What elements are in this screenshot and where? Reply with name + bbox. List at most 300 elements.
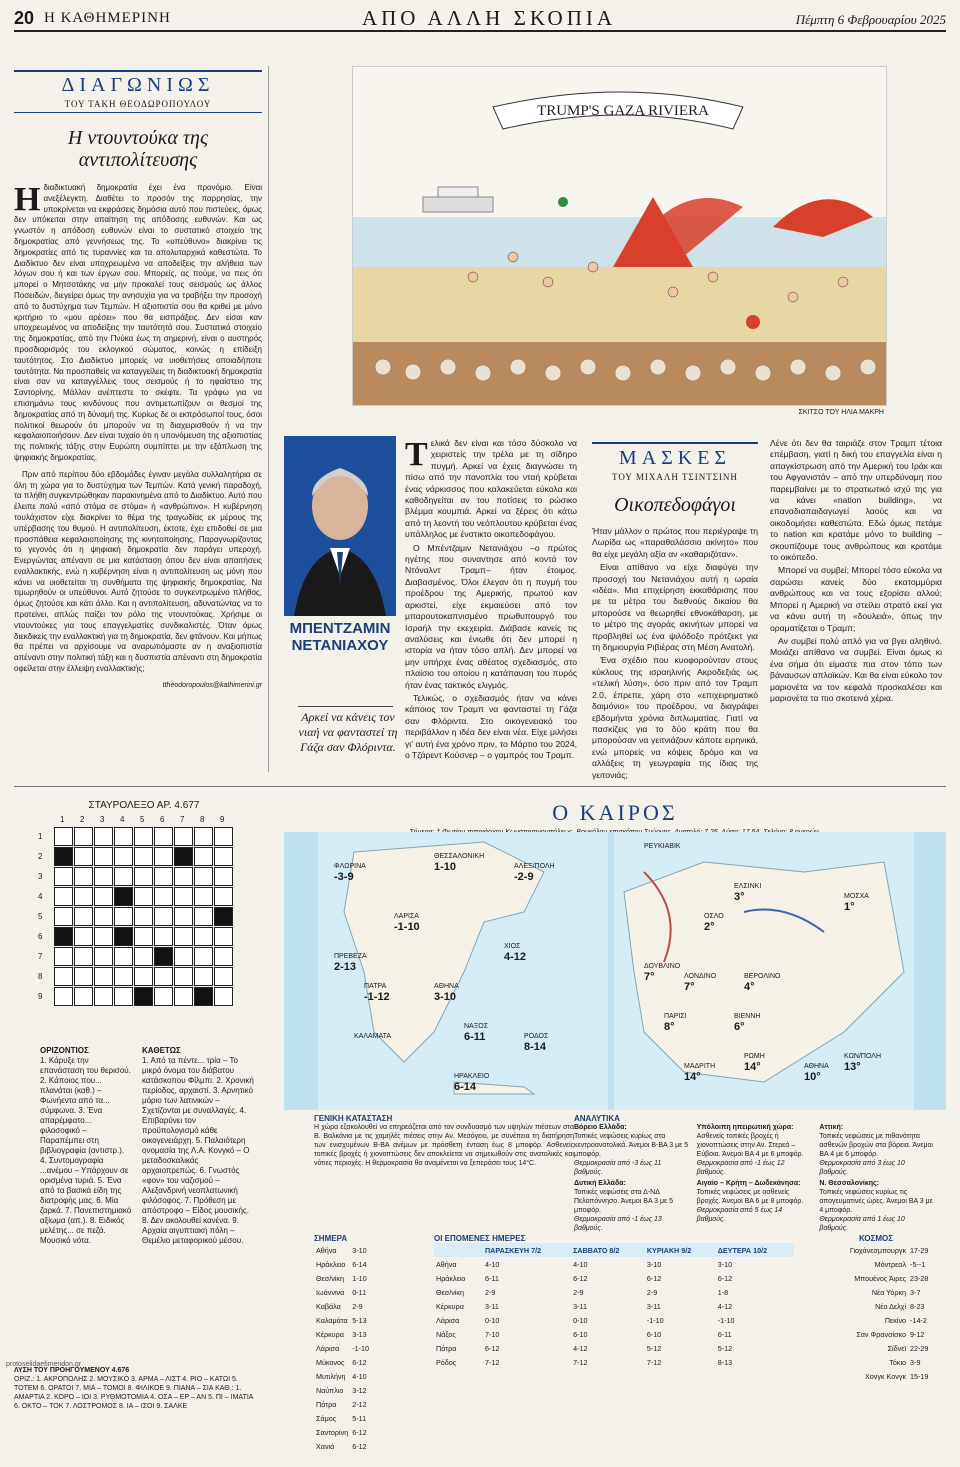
- crossword-cell[interactable]: [74, 987, 93, 1006]
- crossword-cell[interactable]: [74, 947, 93, 966]
- crossword-cell[interactable]: [94, 927, 113, 946]
- region-name: Αιγαίο – Κρήτη – Δωδεκάνησα:: [696, 1180, 801, 1187]
- city-temp: 1-10: [434, 861, 457, 873]
- article-paragraph: Ένα σχέδιο που κυοφορούνταν στους κύκλους της ισραηλινής Ακροδεξιάς ως «τελική λύση», όσο πριν από τον Τραμπ 2.0, έπρεπε, χάρη στο «επιχειρηματικό δαιμόνιο» του προέδρου, να διαγράψει εβδομήντα χρόνια διπλωματίας. Γιατί να πασκίζεις για το δύο κράτη που θα μπορούσαν να γειτνιάζουν κάποτε ειρηνικά, ενώ μπορείς να κόψεις δρόμο και να αλλάξεις τη γεωγραφία της ίδιας της γειτονιάς;: [592, 655, 758, 780]
- section-title: ΑΠΟ ΑΛΛΗ ΣΚΟΠΙΑ: [361, 6, 617, 30]
- map-city-label: [644, 962, 680, 983]
- temp-cell: -1-10: [717, 1315, 735, 1325]
- city-name: ΡΟΔΟΣ: [524, 1033, 549, 1040]
- city-temp: -2-9: [514, 871, 534, 883]
- crossword-cell[interactable]: [194, 827, 213, 846]
- grid-col-number: 7: [180, 815, 185, 824]
- general-title: ΓΕΝΙΚΗ ΚΑΤΑΣΤΑΣΗ: [314, 1114, 393, 1123]
- table-row: [314, 1425, 371, 1439]
- map-city-label: [734, 1012, 760, 1033]
- city-cell: Κέρκυρα: [436, 1301, 464, 1311]
- crossword-cell[interactable]: [94, 987, 113, 1006]
- crossword-cell[interactable]: [174, 947, 193, 966]
- temp-cell: 5-12: [646, 1343, 662, 1353]
- table-row: [314, 1243, 371, 1257]
- article-paragraph: Ο Μπέντζαμιν Νετανιάχου –ο πρώτος ηγέτης που συναντησε από κοντά τον Ντόναλντ Τραμπ– ήταν έτοιμος. Διαβασμένος. Όλοι έλεγαν ότι η πυγμή του προέδρου της Αμερικής, πρωτού καν αρκιστεί, είχε εκμαιεύσει από τον μπαρουτοκαπνισμένο πρωθυπουργό του Ισραήλ την εκεχειρία. Διάβασε κανείς τις αναλύσεις και ένιωθε ότι δεν μπορεί η ιστορία να ήταν τόσο απλή. Δεν μπορεί να μην υπήρχε ένας αθέατος σχεδιασμός, στο πλαίσιο του οποίου η κατάπαυση του πυρός ήταν ένας τακτικός ελιγμός.: [405, 542, 577, 690]
- grid-row-number: 9: [38, 992, 43, 1001]
- grid-col-number: 8: [200, 815, 205, 824]
- city-name: ΘΕΣΣΑΛΟΝΙΚΗ: [434, 853, 485, 860]
- solution-text: ΟΡΙΖ.: 1. ΑΚΡΟΠΟΛΗΣ 2. ΜΟΥΣΙΚΟ 3. ΑΡΜΑ – ΛΙΣΤ 4. ΡΙΟ – ΚΑΤΩΙ 5. ΤΟΤΕΜ 6. ΟΡΑΤΟΙ 7. ΜΙΑ – ΤΟΜΟΙ 8. ΦΙΛΙΚΟΕ 9. ΠΙΑΝΑ – ΣΙΑ ΚΑΘ.: 1. ΑΜΑΡΤΙΑ 2. ΚΟΡΟ – ΙΟΙ 3. ΡΥΘΜΟΤΟΜΙΑ 4. ΟΣΑ – ΕΡ – ΑΝ 5. ΠΙ – ΙΜΑΤΙΑ 6. ΟΚΤΟ – ΤΟΚ 7. ΛΟΣΤΡΟΜΟΣ 8. ΙΑ – ΙΣΟΙ 9. ΣΑΛΚΕ: [14, 1376, 254, 1410]
- crossword-cell[interactable]: [74, 887, 93, 906]
- crossword-cell[interactable]: [194, 907, 213, 926]
- crossword-cell[interactable]: [94, 847, 113, 866]
- crossword-cell[interactable]: [214, 867, 233, 886]
- city-name: ΛΟΝΔΙΝΟ: [684, 973, 717, 980]
- grid-col-number: 1: [60, 815, 65, 824]
- map-city-label: [394, 912, 420, 933]
- crossword-cell[interactable]: [214, 987, 233, 1006]
- city-temp: 2°: [704, 921, 715, 933]
- city-cell: Καλαμάτα: [316, 1315, 348, 1325]
- grid-row-number: 6: [38, 932, 43, 941]
- grid-row-number: 5: [38, 912, 43, 921]
- city-temp: 8-14: [524, 1041, 547, 1053]
- crossword-cell[interactable]: [154, 827, 173, 846]
- crossword-cell[interactable]: [174, 987, 193, 1006]
- crossword-cell[interactable]: [74, 827, 93, 846]
- crossword-cell[interactable]: [194, 867, 213, 886]
- city-temp: 6-11: [464, 1031, 486, 1043]
- table-row: [314, 1439, 371, 1453]
- diagonios-column: [14, 70, 262, 690]
- crossword-cell: [134, 987, 153, 1006]
- temp-cell: 5-13: [352, 1315, 367, 1325]
- map-city-label: [524, 1032, 548, 1053]
- table-row: [314, 1313, 371, 1327]
- region-name: Υπόλοιπη ηπειρωτική χώρα:: [696, 1124, 794, 1131]
- crossword-cell[interactable]: [214, 967, 233, 986]
- city-cell: Καβάλα: [316, 1301, 341, 1311]
- grid-row-number: 1: [38, 832, 43, 841]
- crossword-cell[interactable]: [114, 967, 133, 986]
- table-row: [314, 1299, 371, 1313]
- column-divider: [268, 66, 269, 772]
- table-row: [806, 1327, 946, 1341]
- region-temp: Θερμοκρασία από 5 έως 14 βαθμούς.: [696, 1207, 783, 1223]
- region-forecast: [697, 1179, 812, 1233]
- temp-cell: 9-12: [910, 1329, 925, 1339]
- article-paragraph: διαδικτυακή δημοκρατία έχει ένα προνόμιο. Είναι ανεξέλεγκτη. Διαθέτει το προσόν της παρρησίας, την υποκρίνεται να εκφράσεις δημόσια αυτό που πιστεύεις, όμως δεν υπόκειται στην απαίτηση της απόδοσης ευθυνών. Και ως γνωστόν η απόδοση ευθυνών είναι το συστατικό στοιχείο της δημοκρατίας από γεννήσεως της. Το «υπεύθυνο» διακρίνει τις δημοκρατίες από τις τυραννίες και τα απολυταρχικά καθεστώτα. Το Διαδίκτυο δεν είναι υποχρεωμένο να αποδείξεις την αλήθεια των λόγων σου ή και των έργων σου. Μπορείς, ας πούμε, να πεις ότι μπορεί ο Μητσοτάκης να μην προκαλεί τους σεισμούς ως άλλος Ποσειδών, διεγείρει όμως την ανησυχία για να τραβήξει την προσοχή από το δυστύχημα των Τεμπών. Η αξιοπιστία σου θα κριθεί με μόνο κριτήριο το «μου αρέσει» που θα εισπράξεις. Δεν είσαι καν υποχρεωμένος να αποδείξεις την ταυτότητά σου. Συστατικό στοιχείο της δημοκρατίας, από την Πνύκα έως τη σημερινή, είναι ο αυστηρός προσδιορισμός του εκλογικού σώματος, κοινώς η επίδειξη ταυτότητος. Στο Διαδίκτυο μπορείς να υιοθετήσεις οποιαδήποτε ταυτότητα. Να προσπαθείς να καταγγείλεις τη διαδικτυακή δημοκρατία είναι σαν να καταγγέλλεις τους σεισμούς ή το ηφαίστειο της Σαντορίνης. Μάλλον ανέπτεστε το σκέφτε. Τα γράφω για να επισημάνω τους κινδύνους που αντιμετωπίζουν οι θεσμοί της δημοκρατίας από τη δύναμή της. Κυρίως δε οι εκπρόσωποί τους, όσοι πολιτικοί θεωρούν ότι μπορούν να τη διαχειρισθούν ή να την κεφαλαιοποιήσουν. Δεν είναι τυχαίο ότι η υπονόμευση της αξιοπιστίας της πολιτικής τάξης στην Ευρώπη συμπίπτει με την εξάπλωση της ψηφιακής δημοκρατίας.: [14, 183, 262, 462]
- temp-cell: 6-12: [352, 1427, 367, 1437]
- temp-cell: 6-12: [352, 1441, 367, 1451]
- temp-cell: 15-19: [910, 1371, 929, 1381]
- city-cell: Χανιά: [316, 1441, 335, 1451]
- crossword-across: [40, 1046, 132, 1246]
- temp-cell: -1-10: [352, 1343, 369, 1353]
- temp-cell: 7-12: [573, 1357, 588, 1367]
- byline: ΤΟΥ ΜΙΧΑΛΗ ΤΣΙΝΤΣΙΝΗ: [612, 472, 738, 482]
- issue-date: Πέμπτη 6 Φεβρουαρίου 2025: [795, 12, 946, 27]
- article-paragraph: Πριν από περίπου δύο εβδομάδες έγιναν μεγάλα συλλαλητήρια σε όλη τη χώρα για το δυστύχημα των Τεμπών. Κατά γενική παραδοχή, τα πλήθη συγκεντρώθηκαν παρακινημένα από το Διαδίκτυο. Αυτό που έλειπε πολύ «από στόμα σε στόμα» ή «ανθρώπινο». Η κυβέρνηση τουλάχιστον είχε διακρίνει το θέμα της τραγωδίας εκ μέρους της υπέρβασης του θυμού. Η αντιπολίτευση, έκτοτε, έχει επιδοθεί σε μια προσπάθεια κεφαλαιοποίησης της κινητοποίησης. Παραγνωρίζοντας το γεγονός ότι η ψηφιακή δημοκρατία δεν παράγει υπεροχή. Ενεργώντας απέναντι σε μια κατάσταση όπου δεν είναι απαιτήσεις εναλλακτικής, ενώ η κυβέρνηση είναι η αντιπολίτευση ως μόνη που κάνει να υιοθετείται τη συνθήματα της ψηφιακής δημοκρατίας. Να τιμωρηθούν οι υπεύθυνοι. Αυτό ζητούσε το συγκεντρωμένο πλήθος, όμως ζητούσε και κάτι άλλο. Και η αντιπολίτευση, αδυνατώντας να το προτείνει, απλώς παίζει τον ρόλο της ντουντούκας. Χρήσιμε οι ντουντούκες για τους επαγγελματίες συνδικαλιστές. Όταν όμως διεκδικείς την εναλλακτική για τη δημοκρατία, δεν φτάνουν. Και μήπως θα πρέπει να αρχίσουμε να αναρωτιόμαστε αν η αναξιοπιστία απέναντι στην πολιτική τάξη και η δυσπιστία απέναντι στη δημοκρατία οφείλεται στην έλλειψη εναλλακτικής;: [14, 469, 262, 674]
- map-city-label: [684, 972, 716, 993]
- maskes-column: [592, 442, 758, 783]
- temp-cell: -1-10: [646, 1315, 664, 1325]
- regions-grid: [574, 1123, 934, 1233]
- map-city-label: [734, 882, 761, 903]
- temp-cell: -5--1: [910, 1259, 926, 1269]
- map-city-label: [704, 912, 724, 933]
- crossword-cell[interactable]: [214, 827, 233, 846]
- crossword-cell[interactable]: [174, 867, 193, 886]
- map-city-label: [354, 1032, 391, 1041]
- temp-cell: 3-12: [352, 1385, 367, 1395]
- map-city-label: [664, 1012, 687, 1033]
- temp-cell: 3-7: [910, 1287, 921, 1297]
- city-name: ΡΩΜΗ: [744, 1053, 765, 1060]
- city-name: ΛΑΡΙΣΑ: [394, 913, 419, 920]
- map-city-label: [454, 1072, 489, 1093]
- crossword-cell[interactable]: [154, 867, 173, 886]
- city-name: ΠΑΤΡΑ: [364, 983, 387, 990]
- map-city-label: [844, 892, 869, 913]
- region-text: Τοπικές νεφώσεις κυρίως στα κεντροανατολικά. Άνεμοι Β-ΒΑ 3 με 5 μποφόρ.: [574, 1133, 689, 1158]
- crossword-cell[interactable]: [174, 887, 193, 906]
- crossword-cell[interactable]: [54, 827, 73, 846]
- temp-cell: 6-10: [573, 1329, 588, 1339]
- table-row: [314, 1411, 371, 1425]
- crossword-cell[interactable]: [154, 907, 173, 926]
- crossword-cell[interactable]: [154, 887, 173, 906]
- table-row: [314, 1383, 371, 1397]
- crossword-title: ΣΤΑΥΡΟΛΕΞΟ ΑΡ. 4.677: [88, 800, 200, 811]
- temp-cell: 4-10: [352, 1371, 367, 1381]
- crossword-cell[interactable]: [174, 827, 193, 846]
- table-row: [314, 1341, 371, 1355]
- column-name: ΔΙΑΓΩΝΙΩΣ: [61, 74, 215, 96]
- region-forecast: [574, 1179, 689, 1233]
- region-forecast: [819, 1179, 934, 1233]
- grid-row-number: 3: [38, 872, 43, 881]
- dropcap: Τ: [405, 436, 428, 473]
- crossword-cell[interactable]: [54, 887, 73, 906]
- crossword-cell[interactable]: [94, 867, 113, 886]
- city-temp: 2-13: [334, 961, 357, 973]
- city-name: ΚΩΝ/ΠΟΛΗ: [844, 1053, 882, 1060]
- city-temp: 7°: [644, 971, 655, 983]
- crossword-cell[interactable]: [114, 847, 133, 866]
- crossword-cell[interactable]: [94, 907, 113, 926]
- city-name: ΡΕΥΚΙΑΒΙΚ: [644, 843, 681, 850]
- region-text: Τοπικές νεφώσεις κυρίως τις απογευματινές ώρες. Άνεμοι ΒΑ 3 με 4 μποφόρ.: [819, 1189, 933, 1214]
- world-table: [806, 1243, 946, 1383]
- city-cell: Μύκονος: [316, 1357, 345, 1367]
- crossword-cell[interactable]: [94, 967, 113, 986]
- crossword-cell[interactable]: [134, 947, 153, 966]
- temp-cell: 6-12: [484, 1343, 500, 1353]
- day-header: ΠΑΡΑΣΚΕΥΗ 7/2: [484, 1245, 542, 1255]
- day-header: ΣΑΒΒΑΤΟ 8/2: [573, 1245, 620, 1255]
- table-row: [806, 1341, 946, 1355]
- city-name: ΒΕΡΟΛΙΝΟ: [744, 973, 781, 980]
- city-temp: 4-12: [504, 951, 527, 963]
- crossword-cell[interactable]: [134, 887, 153, 906]
- weather-section: [284, 800, 946, 1460]
- portrait-illustration: [284, 436, 396, 616]
- temp-cell: 7-12: [646, 1357, 662, 1367]
- city-name: ΑΘΗΝΑ: [434, 983, 459, 990]
- crossword-cell[interactable]: [74, 907, 93, 926]
- city-cell: Ηράκλειο: [316, 1259, 346, 1269]
- temp-cell: 4-10: [484, 1259, 500, 1269]
- grid-row-number: 7: [38, 952, 43, 961]
- city-cell: Σαν Φρανσίσκο: [856, 1329, 907, 1339]
- city-temp: -3-9: [334, 871, 354, 883]
- city-cell: Σίδνεϊ: [887, 1343, 907, 1353]
- crossword-cell[interactable]: [134, 967, 153, 986]
- portrait-name: ΜΠΕΝΤΖΑΜΙΝ ΝΕΤΑΝΙΑΧΟΥ: [289, 620, 391, 654]
- temp-cell: 7-12: [484, 1357, 500, 1367]
- temp-cell: 3-13: [352, 1329, 367, 1339]
- region-name: Δυτική Ελλάδα:: [574, 1180, 626, 1187]
- temp-cell: 6-14: [352, 1259, 367, 1269]
- grid-col-number: 9: [220, 815, 225, 824]
- temp-cell: 17-29: [910, 1245, 929, 1255]
- weather-title: Ο ΚΑΙΡΟΣ: [552, 800, 678, 825]
- city-temp: 14°: [744, 1061, 761, 1073]
- map-city-label: [364, 982, 390, 1003]
- city-cell: Πεκίνο: [884, 1315, 907, 1325]
- temp-cell: 0-10: [484, 1315, 500, 1325]
- crossword-cell[interactable]: [154, 987, 173, 1006]
- table-row: [806, 1299, 946, 1313]
- crossword-cell[interactable]: [214, 927, 233, 946]
- crossword-cell[interactable]: [194, 927, 213, 946]
- section-divider: [14, 786, 946, 787]
- crossword-cell[interactable]: [54, 987, 73, 1006]
- table-row: [806, 1285, 946, 1299]
- temp-cell: 2-9: [646, 1287, 658, 1297]
- city-name: ΜΟΣΧΑ: [844, 893, 869, 900]
- crossword-cell[interactable]: [194, 967, 213, 986]
- city-cell: Μυτιλήνη: [316, 1371, 346, 1381]
- crossword-cell[interactable]: [214, 887, 233, 906]
- next-days: [434, 1234, 794, 1369]
- temp-cell: 3-10: [352, 1245, 367, 1255]
- city-cell: Αθήνα: [316, 1245, 337, 1255]
- temp-cell: 2-12: [352, 1399, 367, 1409]
- region-name: Αττική:: [819, 1124, 844, 1131]
- temp-cell: 6-12: [646, 1273, 662, 1283]
- temp-cell: 5-11: [352, 1413, 367, 1423]
- table-row: [434, 1299, 794, 1313]
- temp-cell: 2-9: [573, 1287, 584, 1297]
- city-cell: Μόντρεαλ: [874, 1259, 907, 1269]
- city-temp: 8°: [664, 1021, 675, 1033]
- city-name: ΚΑΛΑΜΑΤΑ: [354, 1033, 392, 1040]
- article-paragraph: ελικά δεν είναι και τόσο δύσκολο να χειριστείς την τρέλα με τη σίδηρο πυγμή. Αρκεί να έχεις διαγνώσει τη πίσω από την πανοπλία του νταή κρύβεται ένας νάρκισσος που καλακεύεται εύκολα και καθοδηγείται αν του ποτίσεις το ρώσικο βλέμμα κουμπιά. Αρκεί να ξέρεις ότι κάτω από τη λεοντή του νεόπλουτου κρύβεται ένας υπάλληλος με ένστικτο οικοπεδοφάγου.: [405, 438, 577, 540]
- crossword-cell[interactable]: [174, 927, 193, 946]
- cartoon-banner-text: TRUMP'S GAZA RIVIERA: [537, 103, 709, 119]
- crossword-cell[interactable]: [194, 947, 213, 966]
- analytics: [574, 1114, 934, 1233]
- article-paragraph: Λένε ότι δεν θα ταιριάζε στον Τραμπ τέτοια επέμβαση, γιατί η δική του επαγγελία είναι η απαγκίστρωση από την Αμερική του Ιράκ και του Αφγανιστάν – από την υπερδύναμη που παρεμβαίνει με το στρατιωτικό ισχύ της για να κάνει «nation building», να επαναδιαπαιδαγωγεί λαούς και να οικοδομήσει καθεστώτα. Εδώ όμως πετάμε το nation και κρατάμε μόνο το building – σκουπίζουμε τους ανθρώπους και κρατάμε το οικόπεδο.: [770, 438, 942, 563]
- temp-cell: 3-10: [646, 1259, 662, 1269]
- table-row: [314, 1257, 371, 1271]
- article-title: Οικοπεδοφάγοι: [614, 494, 736, 516]
- today-table: [314, 1243, 371, 1453]
- crossword-cell[interactable]: [114, 947, 133, 966]
- crossword-cell[interactable]: [134, 907, 153, 926]
- author-email[interactable]: ttheodoropoulos@kathimerini.gr: [162, 681, 262, 689]
- crossword-cell[interactable]: [154, 847, 173, 866]
- column-name: ΜΑΣΚΕΣ: [618, 447, 732, 469]
- crossword-down: [142, 1046, 254, 1246]
- cartoon: [352, 66, 887, 406]
- crossword-cell[interactable]: [154, 927, 173, 946]
- city-name: ΒΙΕΝΝΗ: [734, 1013, 761, 1020]
- city-cell: Ιωάννινα: [316, 1287, 345, 1297]
- crossword-cell[interactable]: [74, 967, 93, 986]
- crossword-cell[interactable]: [54, 967, 73, 986]
- crossword-cell[interactable]: [74, 867, 93, 886]
- crossword-cell[interactable]: [114, 907, 133, 926]
- crossword-cell[interactable]: [174, 967, 193, 986]
- crossword-cell[interactable]: [134, 847, 153, 866]
- crossword-cell[interactable]: [154, 967, 173, 986]
- city-name: ΠΡΕΒΕΖΑ: [334, 953, 367, 960]
- map-city-label: [434, 982, 459, 1003]
- grid-row-number: 4: [38, 892, 43, 901]
- page-number: 20: [14, 8, 35, 28]
- crossword-cell[interactable]: [74, 927, 93, 946]
- city-name: ΗΡΑΚΛΕΙΟ: [454, 1073, 490, 1080]
- temp-cell: 6-12: [352, 1357, 367, 1367]
- city-name: ΝΑΞΟΣ: [464, 1023, 489, 1030]
- cartoon-credit: ΣΚΙΤΣΟ ΤΟΥ ΗΛΙΑ ΜΑΚΡΗ: [798, 409, 884, 416]
- article-paragraph: Μπορεί να συμβεί; Μπορεί τόσο εύκολα να σαρώσει κανείς δύο εκατομμύρια ανθρώπους και να τους εξορίσει αλλού; Μπορεί η Αμερική να στείλει στρατό εκεί για να κάνει αυτή τη «δουλειά», όπως την οραματίζεται ο Τραμπ;: [770, 565, 942, 633]
- portrait-image: [284, 436, 396, 616]
- city-cell: Πάτρα: [436, 1343, 457, 1353]
- temp-cell: 6-12: [717, 1273, 733, 1283]
- temp-cell: 4-12: [573, 1343, 588, 1353]
- crossword-cell[interactable]: [174, 907, 193, 926]
- map-city-label: [514, 862, 555, 883]
- crossword-cell[interactable]: [54, 907, 73, 926]
- map-city-label: [504, 942, 526, 963]
- temp-cell: 0-11: [352, 1287, 367, 1297]
- table-row: [434, 1313, 794, 1327]
- temp-cell: 6-11: [717, 1329, 732, 1339]
- crossword-cell[interactable]: [54, 947, 73, 966]
- column-header: [14, 70, 262, 113]
- crossword-grid: [38, 815, 274, 1029]
- temp-cell: 8-23: [910, 1301, 925, 1311]
- crossword-cell[interactable]: [94, 947, 113, 966]
- crossword-cell[interactable]: [194, 847, 213, 866]
- grid-col-number: 6: [160, 815, 165, 824]
- temp-cell: 2-9: [484, 1287, 496, 1297]
- city-temp: -1-12: [364, 991, 390, 1003]
- table-row: [314, 1369, 371, 1383]
- crossword-cell[interactable]: [114, 827, 133, 846]
- table-row: [434, 1327, 794, 1341]
- analytics-title: ΑΝΑΛΥΤΙΚΑ: [574, 1114, 620, 1123]
- grid-col-number: 3: [100, 815, 105, 824]
- crossword-cell[interactable]: [214, 847, 233, 866]
- table-row: [314, 1355, 371, 1369]
- day-header: ΔΕΥΤΕΡΑ 10/2: [717, 1245, 768, 1255]
- region-temp: Θερμοκρασία από -1 έως 13 βαθμούς.: [574, 1216, 662, 1232]
- general-text: Η χώρα εξακολουθεί να επηρεάζεται από τον συνδυασμό των υψηλών πιέσεων στα Β. Βαλκάνια με τις χαμηλές πιέσεις στην Αν. Μεσόγειο, με συνέπεια τη διατήρηση των ενισχυμένων Β-ΒΑ ανέμων με πρόσθετη ένταση έως 8 μποφόρ. Ασθενείς τοπικές βροχές ή χιονοπτώσεις δεν αποκλείεται να σημειωθούν στις ανατολικές και νότιες περιοχές. Η θερμοκρασία θα αναμένεται να ξεπεράσει τους 14°C.: [314, 1124, 574, 1167]
- temp-cell: 3-9: [910, 1357, 921, 1367]
- table-row: [314, 1397, 371, 1411]
- map-city-label: [334, 862, 366, 883]
- city-temp: 4°: [744, 981, 755, 993]
- crossword-cell: [114, 927, 133, 946]
- crossword-cell: [54, 847, 73, 866]
- temp-cell: 4-12: [717, 1301, 733, 1311]
- region-name: Βόρειο Ελλάδα:: [574, 1124, 627, 1131]
- crossword-cell[interactable]: [134, 827, 153, 846]
- down-title: ΚΑΘΕΤΩΣ: [142, 1046, 181, 1055]
- table-row: [806, 1313, 946, 1327]
- table-row: [806, 1355, 946, 1369]
- region-temp: Θερμοκρασία από 3 έως 10 βαθμούς.: [819, 1160, 905, 1176]
- crossword-cell[interactable]: [54, 867, 73, 886]
- mid-article: [405, 438, 577, 763]
- table-row: [806, 1271, 946, 1285]
- city-name: ΔΟΥΒΛΙΝΟ: [644, 963, 681, 970]
- next-title: ΟΙ ΕΠΟΜΕΝΕΣ ΗΜΕΡΕΣ: [434, 1234, 526, 1243]
- crossword-cell[interactable]: [194, 887, 213, 906]
- city-cell: Πάτρα: [316, 1399, 337, 1409]
- crossword-cell[interactable]: [74, 847, 93, 866]
- city-temp: 3°: [734, 891, 745, 903]
- table-row: [314, 1285, 371, 1299]
- map-city-label: [334, 952, 367, 973]
- city-temp: -1-10: [394, 921, 420, 933]
- region-forecast: [697, 1123, 812, 1177]
- crossword-cell[interactable]: [114, 987, 133, 1006]
- map-city-label: [434, 852, 484, 873]
- table-row: [434, 1257, 794, 1271]
- grid-col-number: 5: [140, 815, 145, 824]
- city-temp: 1°: [844, 901, 855, 913]
- map-city-label: [804, 1062, 829, 1083]
- crossword-cell[interactable]: [214, 947, 233, 966]
- city-cell: Κέρκυρα: [316, 1329, 344, 1339]
- city-temp: 7°: [684, 981, 695, 993]
- city-cell: Νέο Δελχί: [875, 1301, 907, 1311]
- crossword-cell[interactable]: [94, 827, 113, 846]
- region-temp: Θερμοκρασία από 1 έως 10 βαθμούς.: [819, 1216, 905, 1232]
- region-text: Τοπικές νεφώσεις με ασθενείς βροχές. Άνεμοι ΒΑ 6 με 8 μποφόρ.: [696, 1189, 804, 1205]
- crossword-cell: [154, 947, 173, 966]
- world-title: ΚΟΣΜΟΣ: [858, 1234, 894, 1243]
- temp-cell: 6-11: [484, 1273, 499, 1283]
- city-cell: Ναύπλιο: [316, 1385, 344, 1395]
- article-title: Η ντουντούκα της αντιπολίτευσης: [67, 127, 209, 171]
- page-header: [14, 6, 946, 32]
- crossword-cell[interactable]: [94, 887, 113, 906]
- temp-cell: 3-11: [646, 1301, 661, 1311]
- crossword-cell[interactable]: [114, 867, 133, 886]
- city-temp: 3-10: [434, 991, 457, 1003]
- crossword-cell[interactable]: [134, 867, 153, 886]
- city-name: ΜΑΔΡΙΤΗ: [684, 1063, 716, 1070]
- crossword-cell[interactable]: [134, 927, 153, 946]
- table-header: [434, 1243, 794, 1257]
- article-paragraph: Είναι απίθανο να είχε διαφύγει την προσοχή του Νετανιάχου αυτή η ωραία «ιδέα». Μια επιχείρηση εκκαθάρισης που με τα μέτρα του διεθνούς δικαίου θα μπορούσε να θεωρηθεί εθνοκάθαρση, με το μέτρο της αγοράς ακινήτων μπορεί να προβληθεί ως ένα ψιλόδοξο πρότζεκτ για τη δημιουργία Ριβιέρας στη Μέση Ανατολή.: [592, 562, 758, 653]
- map-city-label: [744, 972, 780, 993]
- city-temp: 14°: [684, 1071, 701, 1083]
- portrait-box: [284, 436, 396, 701]
